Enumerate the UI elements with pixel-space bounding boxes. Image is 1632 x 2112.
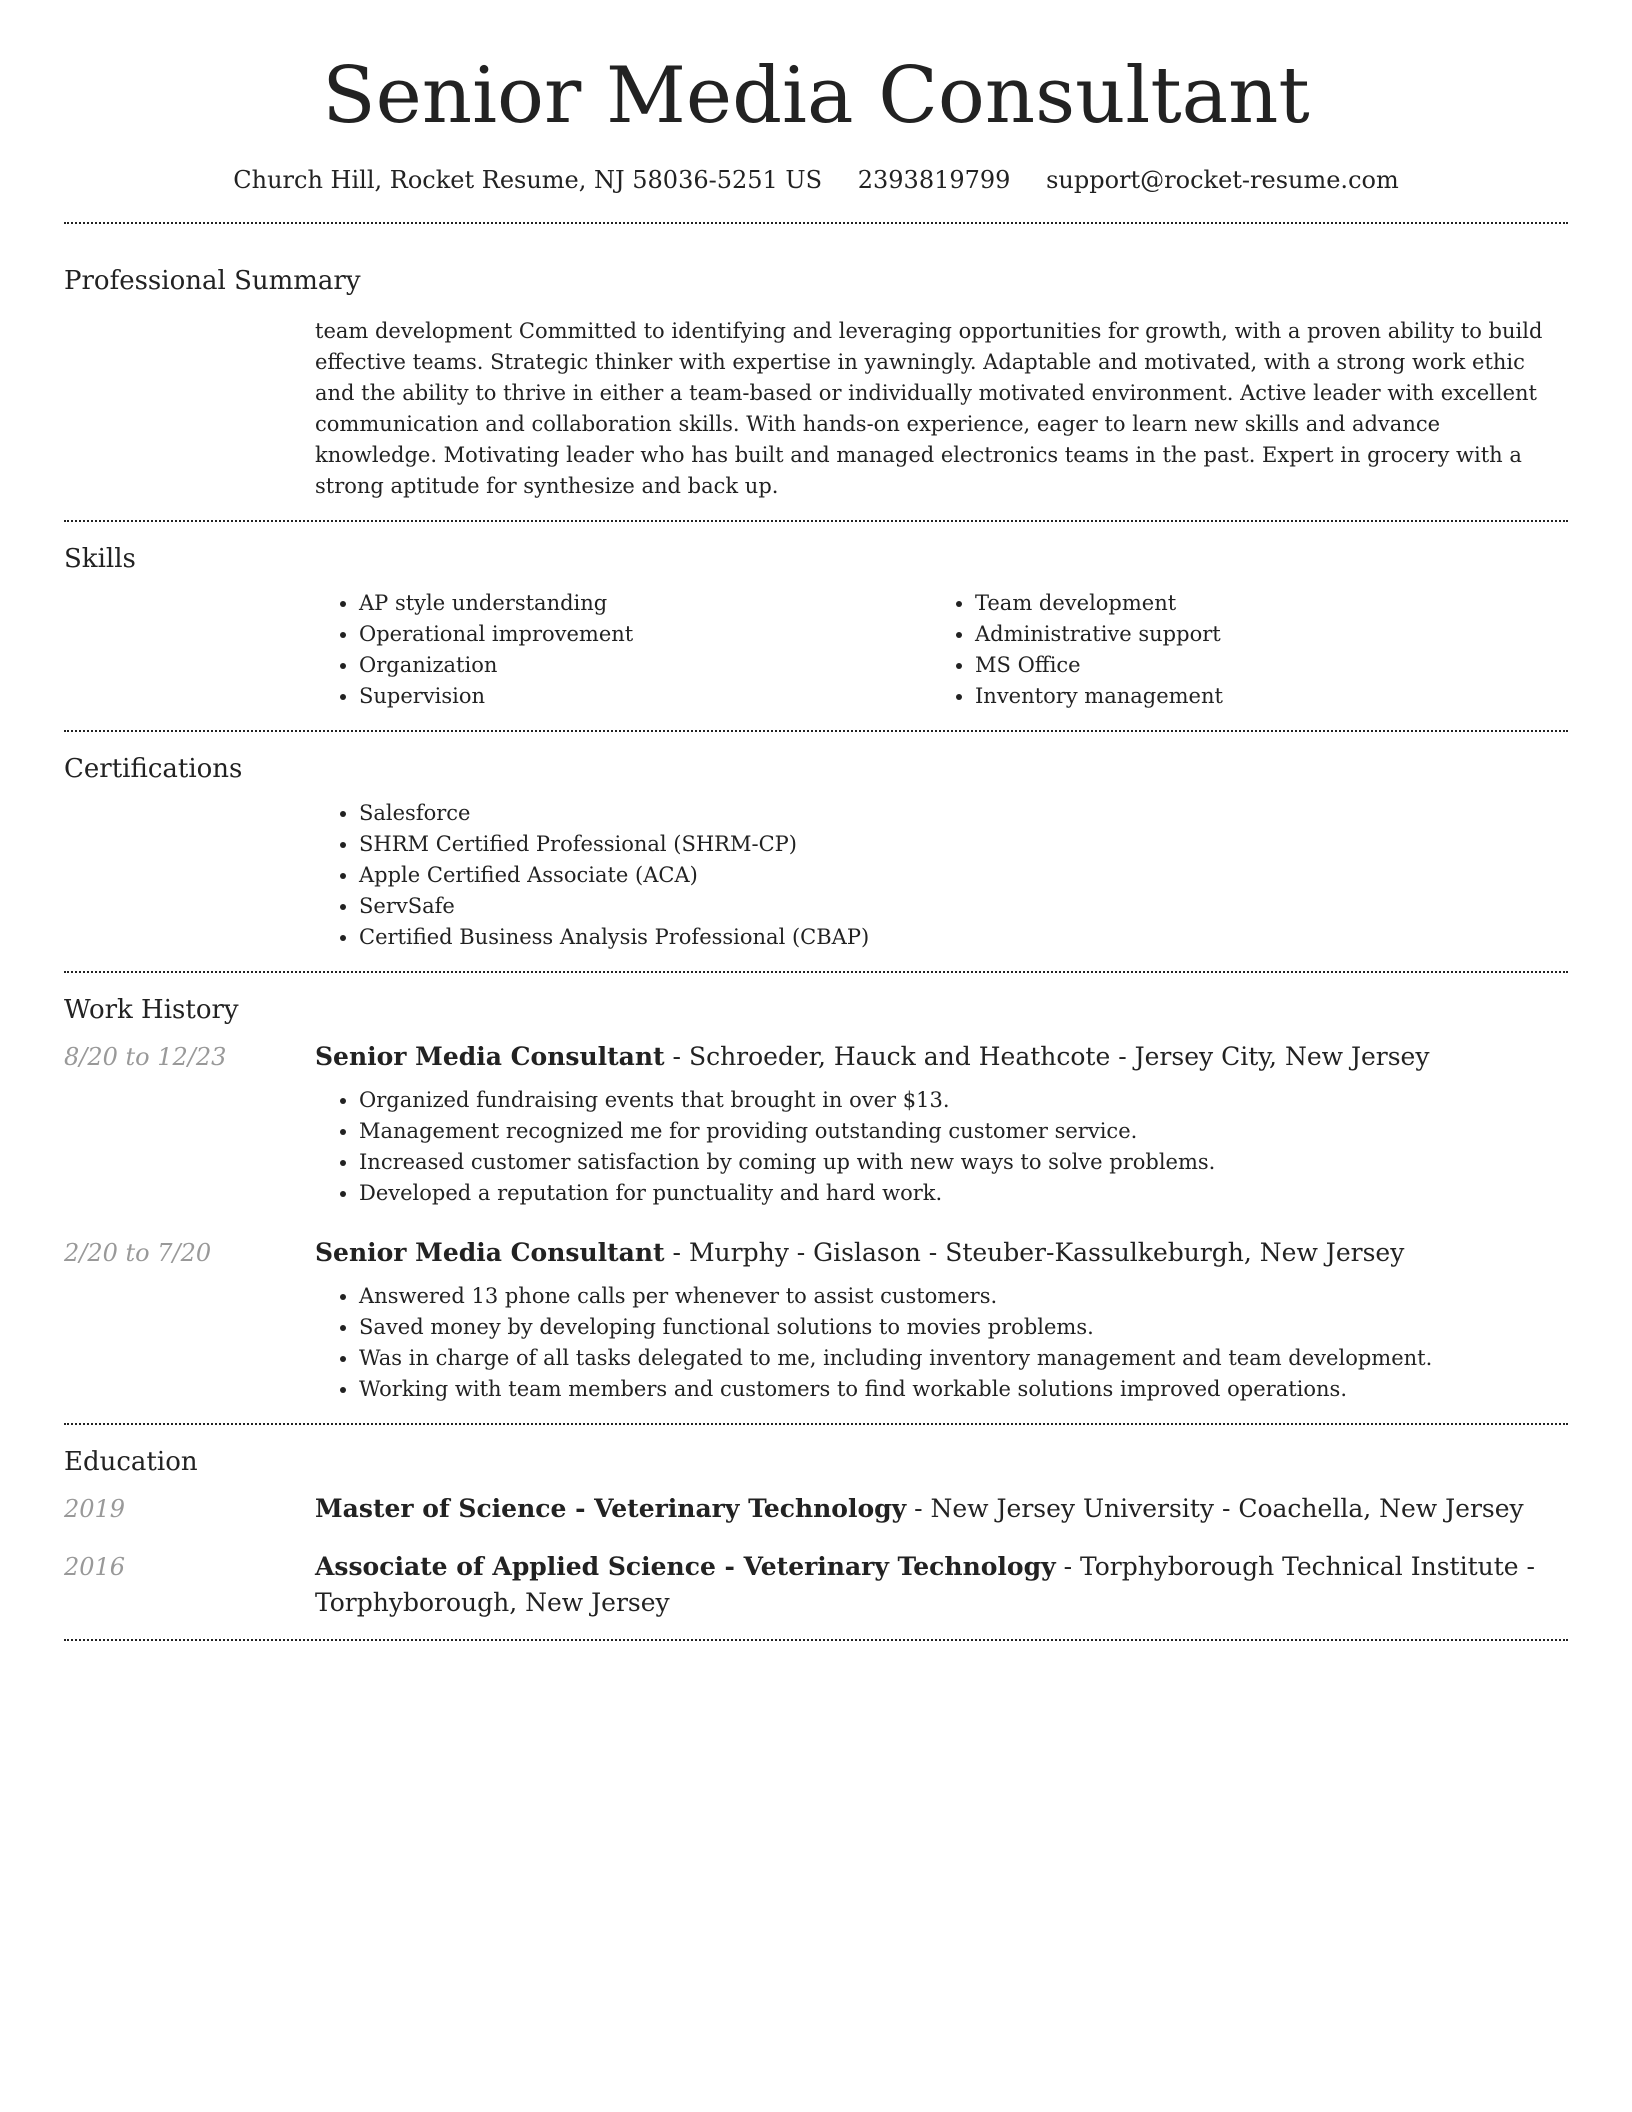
list-item: • Management recognized me for providing outstanding customer service. [359, 1116, 1568, 1147]
education-school-location: - Torphyborough Technical Institute - Torphyborough, New Jersey [315, 1551, 1535, 1617]
job-entry [64, 1235, 1568, 1405]
education-year: 2019 [64, 1494, 126, 1523]
section-skills [64, 522, 1568, 730]
list-item: • Operational improvement [359, 619, 931, 650]
list-item: • SHRM Certified Professional (SHRM-CP) [359, 829, 1568, 860]
section-title: Skills [64, 543, 136, 574]
skills-column-right [931, 588, 1547, 712]
certifications-content [315, 798, 1568, 953]
summary-text: team development Committed to identifying and leveraging opportunities for growth, with a proven ability to build effective teams. Strategic thinker with expertise in yawningly. Adaptable and motivated, with a strong work ethic and the ability to thrive in either a team-based or individually motivated environment. Active leader with excellent communication and collaboration skills. With hands-on experience, eager to learn new skills and advance knowledge. Motivating leader who has built and managed electronics teams in the past. Expert in grocery with a strong aptitude for synthesize and back up. [315, 318, 1543, 498]
summary-content [315, 316, 1568, 502]
job-dates: 2/20 to 7/20 [64, 1238, 212, 1267]
contact-phone: 2393819799 [857, 165, 1011, 194]
skills-list-right [931, 588, 1547, 712]
section-title: Certifications [64, 753, 243, 784]
list-item: • Administrative support [975, 619, 1547, 650]
skills-list-left [315, 588, 931, 712]
job-employer-location: - Murphy - Gislason - Steuber-Kassulkeburgh, New Jersey [664, 1237, 1405, 1267]
section-certifications [64, 732, 1568, 971]
job-title-line [315, 1039, 1568, 1075]
list-item: • Team development [975, 588, 1547, 619]
section-education [64, 1425, 1568, 1639]
section-title: Professional Summary [64, 265, 361, 296]
resume-header [64, 50, 1568, 194]
list-item: • Salesforce [359, 798, 1568, 829]
job-bullets [315, 1281, 1568, 1405]
job-employer-location: - Schroeder, Hauck and Heathcote - Jersey City, New Jersey [664, 1041, 1430, 1071]
education-details [315, 1549, 1568, 1621]
list-item: • Working with team members and customers to find workable solutions improved operations. [359, 1374, 1568, 1405]
job-entry [64, 1039, 1568, 1209]
candidate-name: Senior Media Consultant [322, 51, 1310, 141]
job-bullets [315, 1085, 1568, 1209]
job-body [315, 1039, 1568, 1209]
divider [64, 1639, 1568, 1641]
education-entry [64, 1549, 1568, 1621]
job-dates: 8/20 to 12/23 [64, 1042, 227, 1071]
list-item: • Was in charge of all tasks delegated to me, including inventory management and team development. [359, 1343, 1568, 1374]
list-item: • Increased customer satisfaction by coming up with new ways to solve problems. [359, 1147, 1568, 1178]
list-item: • Developed a reputation for punctuality and hard work. [359, 1178, 1568, 1209]
list-item: • ServSafe [359, 891, 1568, 922]
list-item: • Apple Certified Associate (ACA) [359, 860, 1568, 891]
education-year: 2016 [64, 1552, 126, 1581]
skills-grid [315, 588, 1568, 712]
education-details [315, 1491, 1568, 1527]
education-degree: Master of Science - Veterinary Technology [315, 1493, 907, 1523]
job-body [315, 1235, 1568, 1405]
list-item: • Supervision [359, 681, 931, 712]
certifications-list [315, 798, 1568, 953]
section-professional-summary [64, 224, 1568, 520]
list-item: • Certified Business Analysis Professional (CBAP) [359, 922, 1568, 953]
contact-line [64, 166, 1568, 194]
contact-email: support@rocket-resume.com [1046, 165, 1399, 194]
contact-address: Church Hill, Rocket Resume, NJ 58036-5251 US [233, 165, 823, 194]
list-item: • Answered 13 phone calls per whenever to assist customers. [359, 1281, 1568, 1312]
job-role: Senior Media Consultant [315, 1041, 665, 1071]
section-title: Work History [64, 994, 239, 1025]
list-item: • Organization [359, 650, 931, 681]
section-work-history [64, 973, 1568, 1423]
job-title-line [315, 1235, 1568, 1271]
skills-column-left [315, 588, 931, 712]
list-item: • AP style understanding [359, 588, 931, 619]
list-item: • Organized fundraising events that brought in over $13. [359, 1085, 1568, 1116]
section-title: Education [64, 1446, 198, 1477]
education-degree: Associate of Applied Science - Veterinary Technology [315, 1551, 1056, 1581]
education-entry [64, 1491, 1568, 1527]
list-item: • MS Office [975, 650, 1547, 681]
job-role: Senior Media Consultant [315, 1237, 665, 1267]
education-school-location: - New Jersey University - Coachella, New Jersey [906, 1493, 1524, 1523]
list-item: • Inventory management [975, 681, 1547, 712]
list-item: • Saved money by developing functional solutions to movies problems. [359, 1312, 1568, 1343]
